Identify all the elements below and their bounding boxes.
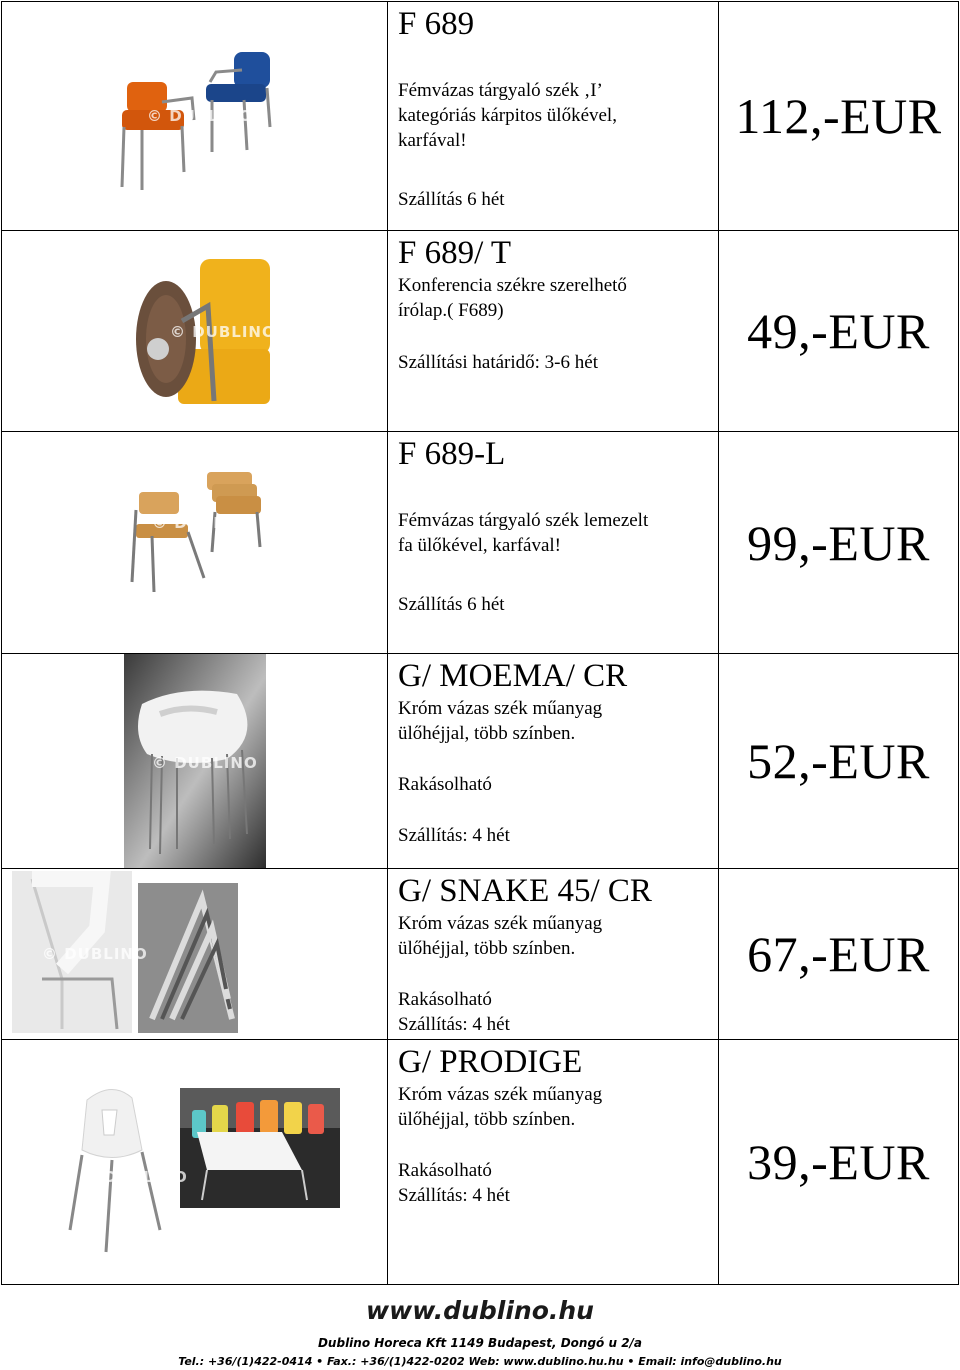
description-line: ülőhéjjal, több színben. (398, 938, 576, 959)
watermark: © DUBLINO (152, 754, 258, 772)
product-description (388, 869, 719, 1040)
description-line: karfával! (398, 130, 467, 151)
product-row (2, 2, 959, 231)
description-line: Króm vázas szék műanyag (398, 913, 603, 934)
product-price: 49,-EUR (719, 231, 959, 432)
product-code: G/ MOEMA/ CR (398, 658, 628, 694)
description-line: kategóriás kárpitos ülőkével, (398, 105, 617, 126)
delivery-time: Szállítás 6 hét (398, 594, 505, 615)
product-image-cell (2, 654, 388, 869)
product-table (1, 1, 959, 1285)
product-code: G/ PRODIGE (398, 1044, 583, 1080)
product-code: F 689 (398, 6, 475, 42)
delivery-time: Szállítás 6 hét (398, 189, 505, 210)
product-description (388, 231, 719, 432)
watermark: © DUBLINO (42, 945, 148, 963)
footer-address: Dublino Horeca Kft 1149 Budapest, Dongó u 2/a (317, 1336, 643, 1350)
watermark: © DUBLINO (82, 1168, 188, 1186)
product-row (2, 432, 959, 654)
product-price: 99,-EUR (719, 432, 959, 654)
product-code: F 689-L (398, 436, 506, 472)
product-row (2, 1040, 959, 1285)
product-price: 112,-EUR (719, 2, 959, 231)
stackable-note: Rakásolható (398, 1160, 492, 1181)
watermark: © DUBLINO (170, 323, 276, 341)
product-image-cell (2, 231, 388, 432)
product-code: G/ SNAKE 45/ CR (398, 873, 652, 909)
product-description (388, 654, 719, 869)
description-line: ülőhéjjal, több színben. (398, 1109, 576, 1130)
product-code: F 689/ T (398, 235, 512, 271)
product-price: 39,-EUR (719, 1040, 959, 1285)
product-row (2, 654, 959, 869)
delivery-time: Szállítási határidő: 3-6 hét (398, 352, 598, 373)
description-line: Króm vázas szék műanyag (398, 1084, 603, 1105)
product-description (388, 2, 719, 231)
product-row (2, 869, 959, 1040)
footer-website[interactable]: www.dublino.hu (366, 1296, 594, 1325)
description-line: ülőhéjjal, több színben. (398, 723, 576, 744)
delivery-time: Szállítás: 4 hét (398, 1185, 510, 1206)
stackable-note: Rakásolható (398, 989, 492, 1010)
description-line: Konferencia székre szerelhető (398, 275, 627, 296)
watermark: © DUBLINO (147, 107, 253, 125)
product-description (388, 1040, 719, 1285)
description-line: Fémvázas tárgyaló szék lemezelt (398, 510, 649, 531)
product-image-cell (2, 432, 388, 654)
product-image-cell (2, 1040, 388, 1285)
product-price: 67,-EUR (719, 869, 959, 1040)
product-image-cell (2, 869, 388, 1040)
chair-photo-prodige (2, 1040, 388, 1285)
product-image-cell (2, 2, 388, 231)
description-line: írólap.( F689) (398, 300, 504, 321)
stackable-note: Rakásolható (398, 774, 492, 795)
footer-contact: Tel.: +36/(1)422-0414 • Fax.: +36/(1)422-0202 Web: www.dublino.hu.hu • Email: info@dublino.hu (178, 1355, 782, 1368)
description-line: Króm vázas szék műanyag (398, 698, 603, 719)
product-row (2, 231, 959, 432)
chair-photo-f689l (2, 432, 388, 654)
watermark: © DUBLINO (152, 514, 258, 532)
product-price: 52,-EUR (719, 654, 959, 869)
description-line: Fémvázas tárgyaló szék ‚I’ (398, 80, 603, 101)
delivery-time: Szállítás: 4 hét (398, 1014, 510, 1035)
product-description (388, 432, 719, 654)
description-line: fa ülőkével, karfával! (398, 535, 561, 556)
delivery-time: Szállítás: 4 hét (398, 825, 510, 846)
